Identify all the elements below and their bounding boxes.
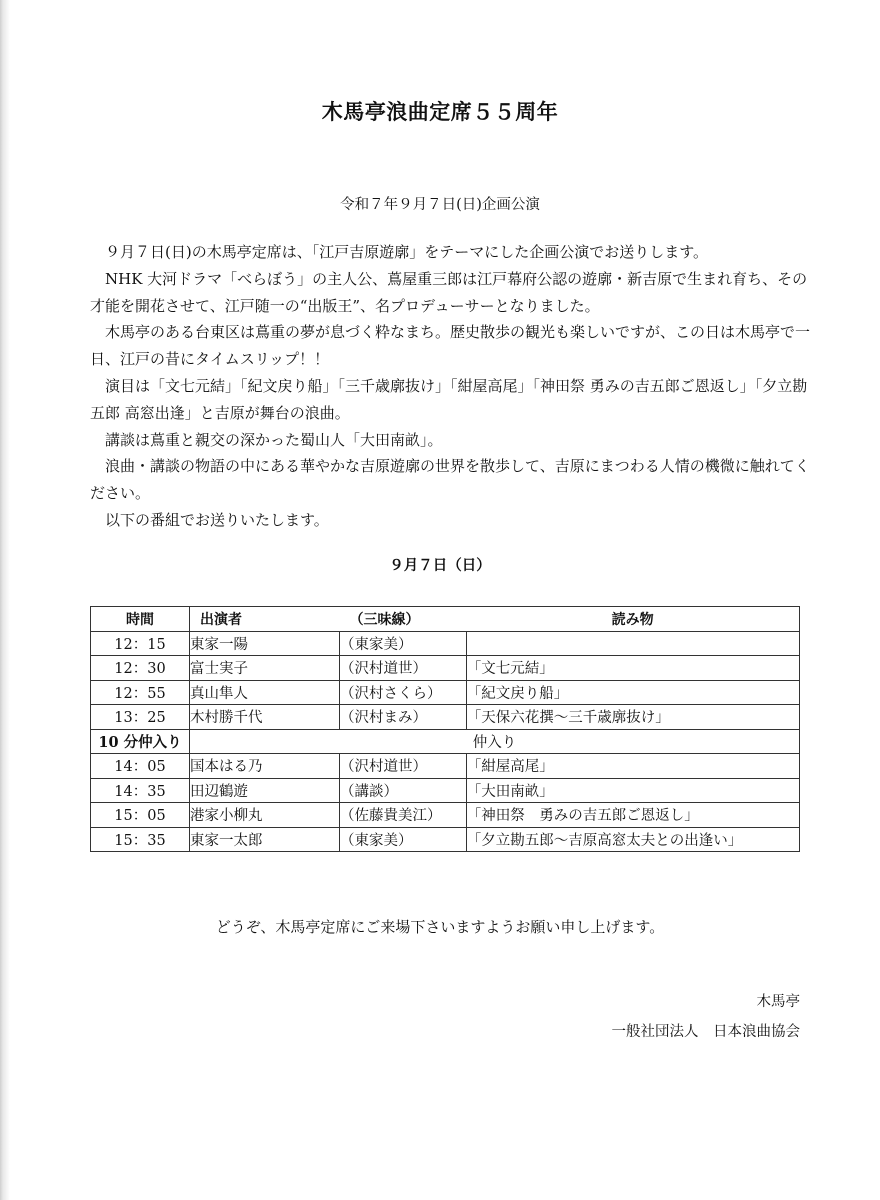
page-title: 木馬亭浪曲定席５５周年 bbox=[321, 100, 559, 124]
paragraph-tsutaju: NHK 大河ドラマ「べらぼう」の主人公、蔦屋重三郎は江戸幕府公認の遊廓・新吉原で生まれ育ち、その才能を開花させて、江戸随一の“出版王”、名プロデューサーとなりました。 bbox=[90, 269, 808, 315]
cell-reading: 「紀文戻り船」 bbox=[466, 680, 799, 705]
table-row bbox=[91, 827, 800, 852]
table-row bbox=[91, 656, 800, 681]
header-time: 時間 bbox=[91, 607, 190, 632]
header-shamisen: （三味線） bbox=[340, 607, 467, 632]
table-row bbox=[91, 631, 800, 656]
cell-shamisen: （東家美） bbox=[340, 827, 467, 852]
cell-time: 14：05 bbox=[91, 754, 190, 779]
program-date-heading: ９月７日（日） bbox=[389, 557, 491, 574]
cell-time: 14：35 bbox=[91, 778, 190, 803]
signature-organization: 一般社団法人 日本浪曲協会 bbox=[611, 1024, 800, 1040]
cell-shamisen: （沢村まみ） bbox=[340, 705, 467, 730]
cell-performer: 真山隼人 bbox=[189, 680, 339, 705]
paragraph-lineup: 以下の番組でお送りいたします。 bbox=[90, 510, 329, 529]
event-date-subtitle: 令和７年９月７日(日)企画公演 bbox=[340, 197, 540, 213]
cell-shamisen: （佐藤貴美江） bbox=[340, 803, 467, 828]
cell-reading: 「夕立勘五郎～吉原高窓太夫との出逢い」 bbox=[466, 827, 799, 852]
cell-shamisen: （沢村道世） bbox=[340, 754, 467, 779]
paragraph-intro: ９月７日(日)の木馬亭定席は、「江戸吉原遊廓」をテーマにした企画公演でお送りします。 bbox=[90, 243, 709, 261]
cell-performer: 田辺鶴遊 bbox=[189, 778, 339, 803]
cell-reading bbox=[466, 631, 799, 656]
cell-time: 15：35 bbox=[91, 827, 190, 852]
cell-time: 15：05 bbox=[91, 803, 190, 828]
cell-reading: 「神田祭 勇みの吉五郎ご恩返し」 bbox=[466, 803, 799, 828]
cell-shamisen: （東家美） bbox=[340, 631, 467, 656]
cell-performer: 港家小柳丸 bbox=[189, 803, 339, 828]
paragraph-taito: 木馬亭のある台東区は蔦重の夢が息づく粋なまち。歴史散歩の観光も楽しいですが、この日は木馬亭で一日、江戸の昔にタイムスリップ！！ bbox=[90, 323, 811, 369]
cell-performer: 木村勝千代 bbox=[189, 705, 339, 730]
table-row bbox=[91, 803, 800, 828]
header-reading: 読み物 bbox=[466, 607, 799, 632]
paragraph-programs: 演目は「文七元結」「紀文戻り船」「三千歳廓抜け」「紺屋高尾」「神田祭 勇みの吉五郎ご恩返し」「夕立勘五郎 高窓出逢」と吉原が舞台の浪曲。 bbox=[90, 376, 808, 422]
table-header-row bbox=[91, 607, 800, 632]
paragraph-invite: 浪曲・講談の物語の中にある華やかな吉原遊廓の世界を散歩して、吉原にまつわる人情の機微に触れてください。 bbox=[90, 457, 810, 503]
cell-intermission-label: 仲入り bbox=[189, 729, 799, 754]
cell-time: 12：15 bbox=[91, 631, 190, 656]
cell-performer: 東家一太郎 bbox=[189, 827, 339, 852]
cell-shamisen: （沢村道世） bbox=[340, 656, 467, 681]
cell-performer: 富士実子 bbox=[189, 656, 339, 681]
header-performer: 出演者 bbox=[189, 607, 339, 632]
paragraph-kodan: 講談は蔦重と親交の深かった蜀山人「大田南畝」。 bbox=[90, 430, 443, 449]
cell-reading: 「大田南畝」 bbox=[466, 778, 799, 803]
cell-reading: 「文七元結」 bbox=[466, 656, 799, 681]
body-text bbox=[90, 239, 810, 534]
cell-time: 12：30 bbox=[91, 656, 190, 681]
cell-reading: 「天保六花撰～三千歳廓抜け」 bbox=[466, 705, 799, 730]
cell-shamisen: （講談） bbox=[340, 778, 467, 803]
table-row bbox=[91, 754, 800, 779]
cell-performer: 東家一陽 bbox=[189, 631, 339, 656]
closing-message: どうぞ、木馬亭定席にご来場下さいますようお願い申し上げます。 bbox=[215, 918, 665, 936]
intermission-row bbox=[91, 729, 800, 754]
table-row bbox=[91, 778, 800, 803]
signature-venue: 木馬亭 bbox=[756, 994, 800, 1010]
cell-time: 12：55 bbox=[91, 680, 190, 705]
cell-performer: 国本はる乃 bbox=[189, 754, 339, 779]
cell-shamisen: （沢村さくら） bbox=[340, 680, 467, 705]
page-edge-shadow bbox=[0, 0, 10, 1200]
cell-reading: 「紺屋高尾」 bbox=[466, 754, 799, 779]
table-row bbox=[91, 705, 800, 730]
cell-intermission-time: 10 分仲入り bbox=[91, 729, 190, 754]
program-table bbox=[90, 606, 800, 852]
cell-time: 13：25 bbox=[91, 705, 190, 730]
table-row bbox=[91, 680, 800, 705]
